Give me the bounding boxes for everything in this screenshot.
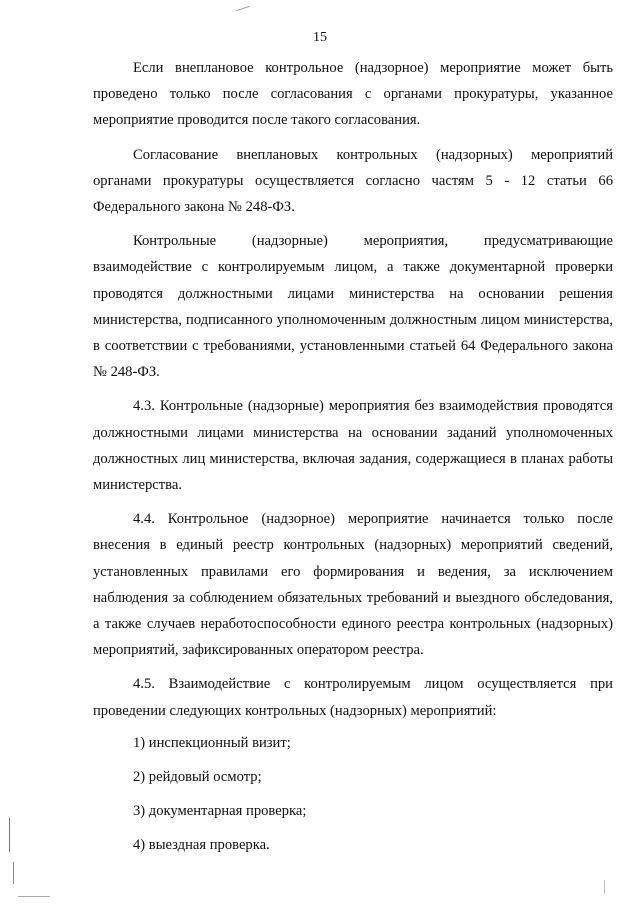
document-body [93, 55, 613, 867]
paragraph-4-4: 4.4. Контрольное (надзорное) мероприятие начинается только после внесения в единый реестр контрольных (надзорных) мероприятий сведений, установленных правилами его формирования и ведения, за исключением наблюдения за соблюдением обязательных требований и выездного обследования, а также случаев неработоспособности единого реестра контрольных (надзорных) мероприятий, зафиксированных оператором реестра. [93, 511, 613, 659]
list-item: 4) выездная проверка. [133, 837, 270, 854]
paragraph-4-5: 4.5. Взаимодействие с контролируемым лицом осуществляется при проведении следующих контрольных (надзорных) мероприятий: [93, 676, 613, 719]
paragraph-unplanned-event-approval: Если внеплановое контрольное (надзорное) мероприятие может быть проведено только после согласования с органами прокуратуры, указанное мероприятие проводится после такого согласования. [93, 60, 613, 129]
paragraph-events-with-interaction: Контрольные (надзорные) мероприятия, предусматривающие взаимодействие с контролируемым лицом, а также документарной проверки проводятся должностными лицами министерства на основании решения министерства, подписанного уполномоченным должностным лицом министерства, в соответствии с требованиями, установленными статьей 64 Федерального закона № 248-ФЗ. [93, 233, 613, 381]
scan-artifact [9, 818, 10, 852]
scan-artifact [236, 6, 250, 11]
scan-artifact [18, 896, 50, 897]
list-item: 3) документарная проверка; [133, 803, 307, 820]
paragraph-prosecutor-approval: Согласование внеплановых контрольных (надзорных) мероприятий органами прокуратуры осуществляется согласно частям 5 - 12 статьи 66 Федерального закона № 248-ФЗ. [93, 146, 613, 216]
page-number: 15 [313, 30, 327, 45]
scan-artifact [604, 880, 605, 894]
list-item: 1) инспекционный визит; [133, 734, 291, 751]
list-item: 2) рейдовый осмотр; [133, 769, 262, 786]
paragraph-4-3: 4.3. Контрольные (надзорные) мероприятия без взаимодействия проводятся должностными лицами министерства на основании заданий уполномоченных должностных лиц министерства, включая задания, содержащиеся в планах работы министерства. [93, 398, 613, 494]
scan-artifact [13, 862, 14, 884]
